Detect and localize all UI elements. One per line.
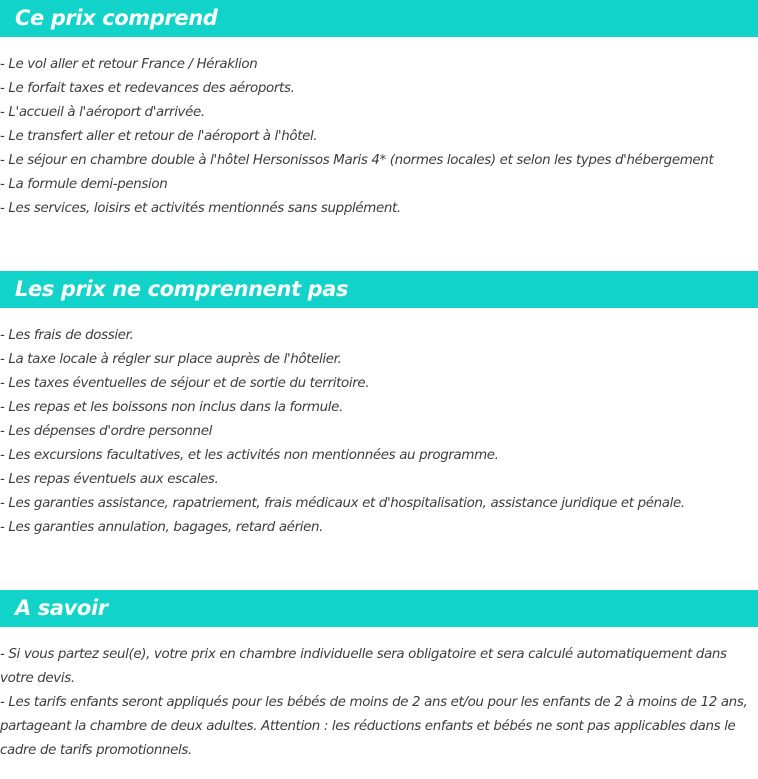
list-item: - Les dépenses d'ordre personnel [0, 424, 212, 439]
section-price-excludes [0, 271, 758, 535]
section-header [0, 0, 758, 37]
section-header [0, 271, 758, 308]
list-item: - Les taxes éventuelles de séjour et de sortie du territoire. [0, 376, 370, 391]
list-item: - Les garanties assistance, rapatriement, frais médicaux et d'hospitalisation, assistance juridique et pénale. [0, 496, 685, 511]
section-body [0, 643, 758, 763]
list-item: - Les frais de dossier. [0, 328, 134, 343]
list-item: - Le transfert aller et retour de l'aéroport à l'hôtel. [0, 129, 318, 144]
section-body [0, 324, 758, 540]
section-body [0, 53, 758, 221]
list-item: - La taxe locale à régler sur place auprès de l'hôtelier. [0, 352, 342, 367]
list-item: - L'accueil à l'aéroport d'arrivée. [0, 105, 205, 120]
info-paragraph: - Les tarifs enfants seront appliqués pour les bébés de moins de 2 ans et/ou pour les enfants de 2 à moins de 12 ans, partageant la chambre de deux adultes. Attention : les réductions enfants et bébés ne sont pas applicables dans le cadre de tarifs promotionnels. [0, 695, 748, 758]
list-item: - Les repas et les boissons non inclus dans la formule. [0, 400, 343, 415]
list-item: - Les excursions facultatives, et les activités non mentionnées au programme. [0, 448, 499, 463]
list-item: - Le forfait taxes et redevances des aéroports. [0, 81, 295, 96]
section-header [0, 590, 758, 627]
section-title: A savoir [15, 596, 108, 620]
section-good-to-know [0, 590, 758, 758]
section-title: Ce prix comprend [15, 6, 218, 30]
list-item: - La formule demi-pension [0, 177, 168, 192]
list-item: - Les repas éventuels aux escales. [0, 472, 219, 487]
list-item: - Les garanties annulation, bagages, retard aérien. [0, 520, 324, 535]
section-price-includes [0, 0, 758, 216]
list-item: - Le séjour en chambre double à l'hôtel Hersonissos Maris 4* (normes locales) et selon les types d'hébergement [0, 153, 714, 168]
list-item: - Les services, loisirs et activités mentionnés sans supplément. [0, 201, 401, 216]
info-paragraph: - Si vous partez seul(e), votre prix en chambre individuelle sera obligatoire et sera calculé automatiquement dans votre devis. [0, 647, 727, 686]
section-title: Les prix ne comprennent pas [15, 277, 349, 301]
list-item: - Le vol aller et retour France / Héraklion [0, 57, 258, 72]
